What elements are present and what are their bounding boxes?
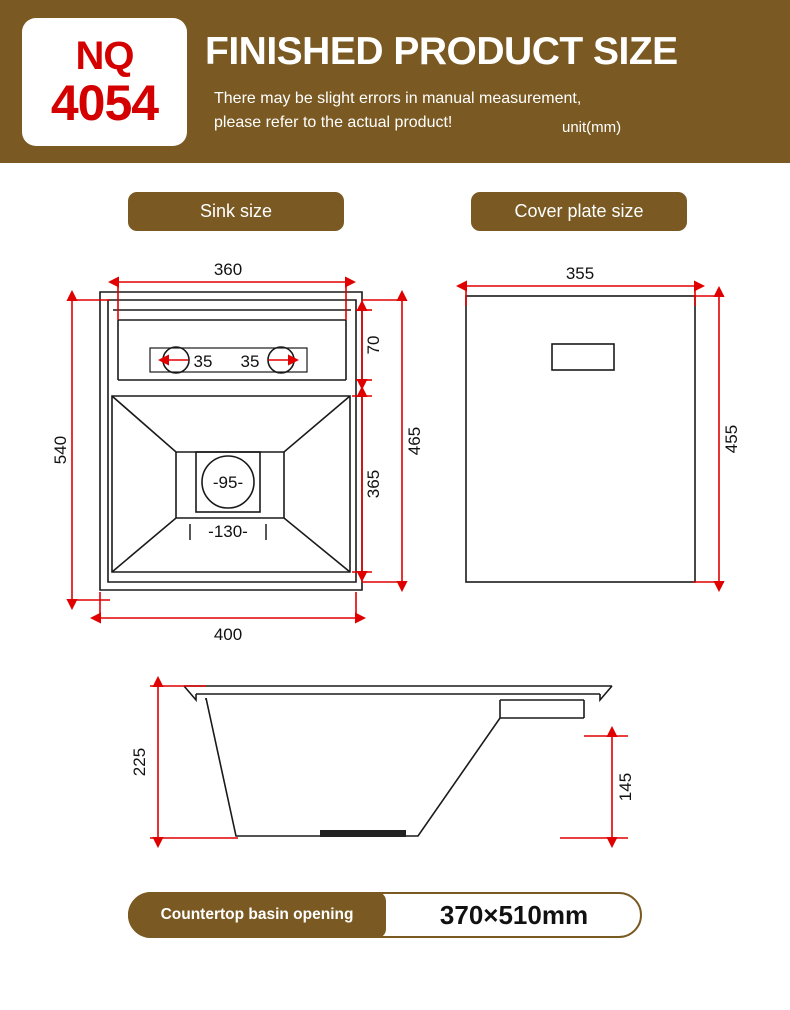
cover-plate-dimension-labels [566,264,741,453]
countertop-opening-callout [128,892,642,938]
dim-sink-total-inner-height: 465 [405,426,424,456]
dim-sink-left-height: 540 [51,435,70,465]
page-title: FINISHED PRODUCT SIZE [205,30,678,73]
dim-section-right-depth: 145 [616,772,635,802]
header-unit-label: unit(mm) [562,119,622,136]
sink-top-view-geometry [100,292,362,590]
section-label-cover-plate: Cover plate size [471,192,687,231]
cover-plate-dimension-lines [466,286,724,582]
model-badge-prefix: NQ [75,34,134,78]
header-note-line2: please refer to the actual product! [214,114,453,131]
side-section-dimension-lines [150,686,628,838]
model-badge [22,18,187,146]
tap-hole-left [163,347,189,373]
dim-sink-ledge-height: 70 [364,335,383,355]
dim-section-left-depth: 225 [130,747,149,777]
sink-side-section-geometry [184,686,612,836]
tap-holes [150,347,307,373]
dim-cover-width: 355 [565,264,595,283]
sink-dimension-labels [51,260,424,644]
section-label-sink: Sink size [128,192,344,231]
dim-cover-height: 455 [722,424,741,454]
tap-hole-right [268,347,294,373]
header-note-line1: There may be slight errors in manual measurement, [214,90,582,107]
dim-sink-top-width: 360 [213,260,243,279]
side-section-dimension-labels [130,748,635,801]
dim-drain-base-width: -130- [208,522,248,541]
model-badge-number: 4054 [50,75,159,131]
cover-plate-geometry [466,296,695,582]
dim-sink-bottom-width: 400 [213,625,243,644]
countertop-opening-value: 370×510mm [439,899,589,930]
sink-dimension-lines [72,282,406,618]
countertop-opening-label: Countertop basin opening [128,892,386,938]
dim-sink-inner-height: 365 [364,469,383,499]
section-drain-block [320,830,406,837]
dim-drain-diameter: -95- [212,473,244,492]
header-banner [0,0,790,163]
dim-tap-hole-left-offset: 35 [193,352,213,371]
dim-tap-hole-right-offset: 35 [240,352,260,371]
